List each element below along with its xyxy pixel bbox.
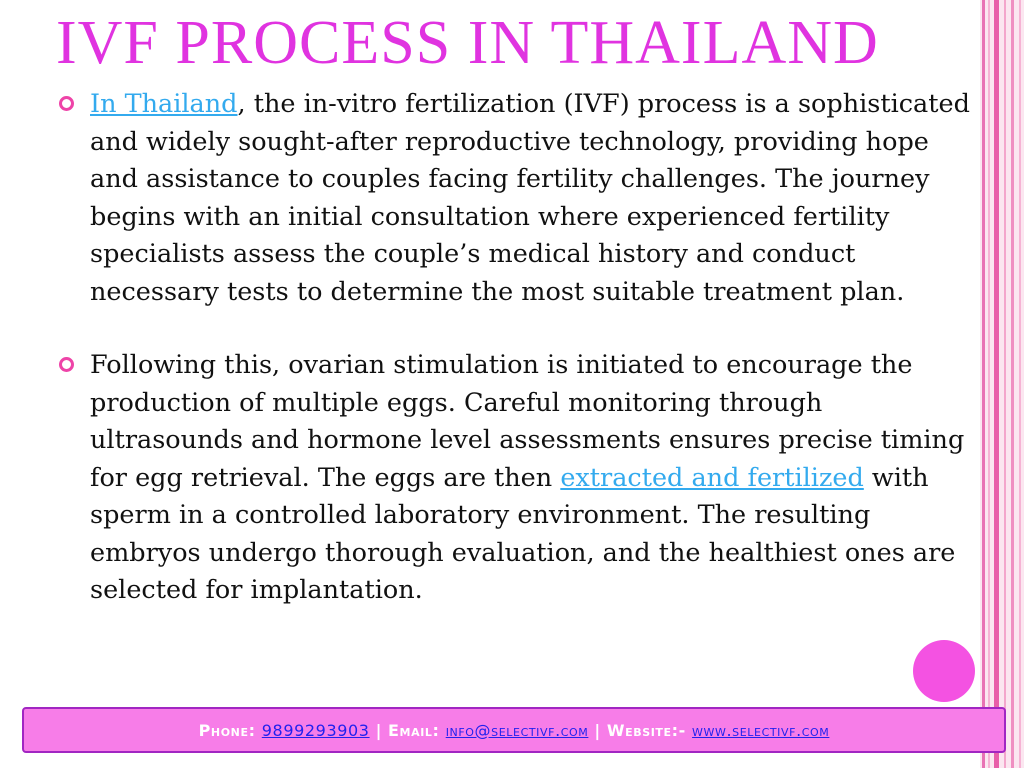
contact-footer: [22, 707, 1006, 753]
bullet-paragraph: [90, 86, 971, 311]
pink-circle-icon: [913, 640, 975, 702]
bullet-item: [56, 347, 971, 610]
in-thailand-link[interactable]: In Thailand: [90, 89, 238, 119]
hollow-circle-bullet-icon: [59, 96, 74, 111]
stripe: [988, 0, 990, 768]
website-label: Website:-: [606, 720, 686, 740]
extracted-fertilized-link[interactable]: extracted and fertilized: [560, 462, 864, 493]
phone-link[interactable]: 9899293903: [261, 720, 370, 740]
stripe: [1004, 0, 1006, 768]
email-label: Email:: [388, 720, 440, 740]
stripe: [1019, 0, 1021, 768]
email-link[interactable]: info@selectivf.com: [445, 720, 589, 740]
slide-content: [56, 86, 971, 610]
bullet-paragraph: [90, 347, 971, 610]
separator: |: [375, 720, 383, 740]
paragraph-text: , the in-vitro fertilization (IVF) process is a sophisticated and widely sought-after reproductive technology, providing hope and assistance to couples facing fertility challenges. The journey begins with an initial consultation where experienced fertility specialists assess the couple’s medical history and conduct necessary tests to determine the most suitable treatment plan.: [90, 89, 970, 307]
hollow-circle-bullet-icon: [59, 357, 74, 372]
website-link[interactable]: www.selectivf.com: [692, 720, 830, 740]
separator: |: [594, 720, 601, 740]
phone-label: Phone:: [198, 720, 256, 740]
paragraph-text: with sperm in a controlled laboratory environment. The resulting embryos undergo thorough evaluation, and the healthiest ones are selected for implantation.: [90, 462, 956, 605]
stripe: [1011, 0, 1014, 768]
stripe: [982, 0, 985, 768]
slide-title: IVF PROCESS IN THAILAND: [56, 9, 879, 77]
stripe: [994, 0, 999, 768]
paragraph-text: Following this, ovarian stimulation is initiated to encourage the production of multiple eggs. Careful monitoring through ultrasounds and hormone level assessments ensures precise timing for egg retrieval. The eggs are then: [90, 350, 965, 493]
decorative-stripes: [980, 0, 1024, 768]
bullet-item: [56, 86, 971, 311]
